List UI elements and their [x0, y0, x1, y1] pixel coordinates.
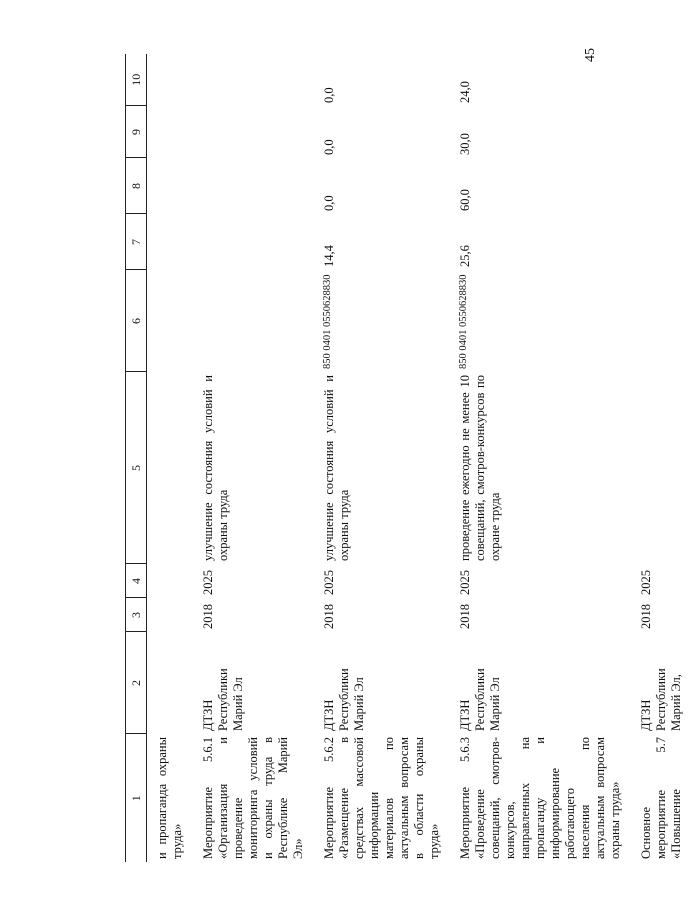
page-number: 45	[583, 48, 598, 62]
cell-value-10	[193, 54, 314, 106]
cell-start-year: 2018	[458, 604, 473, 629]
cell-value-10: 24,0	[458, 81, 473, 103]
table-row	[631, 54, 692, 862]
cell-budget-code: 850 0401 0550628830	[458, 274, 470, 369]
header-cell: 7	[126, 214, 147, 270]
cell-activity: Мероприятие 5.6.2 «Размещение в средствах массовой информации материалов по актуальным вопросам в области охраны труда»	[322, 737, 442, 859]
cell-activity: и пропаганда охраны труда»	[155, 737, 185, 859]
cell-budget-code: 850 0401 0550628830	[322, 274, 334, 369]
cell-value-10: 0,0	[322, 87, 337, 103]
header-cell: 4	[126, 564, 147, 598]
cell-budget-code	[193, 270, 314, 372]
cell-value-8	[631, 158, 692, 214]
cell-value-9: 30,0	[458, 133, 473, 155]
cell-value-7	[147, 214, 194, 270]
cell-budget-code	[147, 270, 194, 372]
cell-start-year: 2018	[639, 604, 654, 629]
cell-value-7: 25,6	[458, 245, 473, 267]
cell-value-8	[147, 158, 194, 214]
cell-result: улучшение состояния условий и охраны труда	[322, 375, 352, 561]
header-cell: 3	[126, 598, 147, 632]
cell-executor	[147, 632, 194, 734]
cell-executor: ДТЗН Республики Марий Эл	[201, 668, 246, 731]
cell-value-8: 0,0	[322, 195, 337, 211]
header-cell: 8	[126, 158, 147, 214]
cell-value-8: 60,0	[458, 189, 473, 211]
cell-value-8	[193, 158, 314, 214]
cell-activity: Основное мероприятие 5.7 «Повышение	[639, 737, 684, 859]
table-row	[147, 54, 194, 862]
cell-value-9	[631, 106, 692, 158]
cell-executor: ДТЗН Республики Марий Эл	[322, 668, 367, 731]
header-cell: 6	[126, 270, 147, 372]
cell-value-10	[147, 54, 194, 106]
cell-result	[147, 372, 194, 564]
cell-budget-code	[631, 270, 692, 372]
cell-end-year: 2025	[639, 570, 654, 595]
header-cell: 2	[126, 632, 147, 734]
header-cell: 1	[126, 734, 147, 862]
header-cell: 10	[126, 54, 147, 106]
table-row	[314, 54, 450, 862]
cell-start-year: 2018	[201, 604, 216, 629]
rotated-sheet	[125, 54, 684, 862]
cell-executor: ДТЗН Республики Марий Эл	[458, 668, 503, 731]
cell-start-year	[147, 598, 194, 632]
cell-end-year: 2025	[201, 570, 216, 595]
cell-executor: ДТЗН Республики Марий Эл,	[639, 668, 684, 731]
header-cell: 9	[126, 106, 147, 158]
header-cell: 5	[126, 372, 147, 564]
cell-value-9	[147, 106, 194, 158]
cell-value-10	[631, 54, 692, 106]
cell-activity: Мероприятие 5.6.3 «Проведение совещаний, смотров-конкурсов, направленных на пропаганду и информирование работающего населения по актуальным вопросам охраны труда»	[458, 737, 623, 859]
cell-result: улучшение состояния условий и охраны труда	[201, 375, 231, 561]
table-row	[450, 54, 631, 862]
table-row	[193, 54, 314, 862]
cell-value-7	[193, 214, 314, 270]
cell-value-7: 14,4	[322, 245, 337, 267]
cell-value-7	[631, 214, 692, 270]
cell-value-9: 0,0	[322, 139, 337, 155]
cell-end-year	[147, 564, 194, 598]
cell-end-year: 2025	[322, 570, 337, 595]
cell-activity: Мероприятие 5.6.1 «Организация и проведение мониторинга условий и охраны труда в Республике Марий Эл»	[201, 737, 306, 859]
program-table	[125, 54, 692, 862]
cell-value-9	[193, 106, 314, 158]
cell-result	[631, 372, 692, 564]
header-row	[126, 54, 147, 862]
cell-start-year: 2018	[322, 604, 337, 629]
cell-end-year: 2025	[458, 570, 473, 595]
cell-result: проведение ежегодно не менее 10 совещаний, смотров-конкурсов по охране труда	[458, 375, 503, 561]
